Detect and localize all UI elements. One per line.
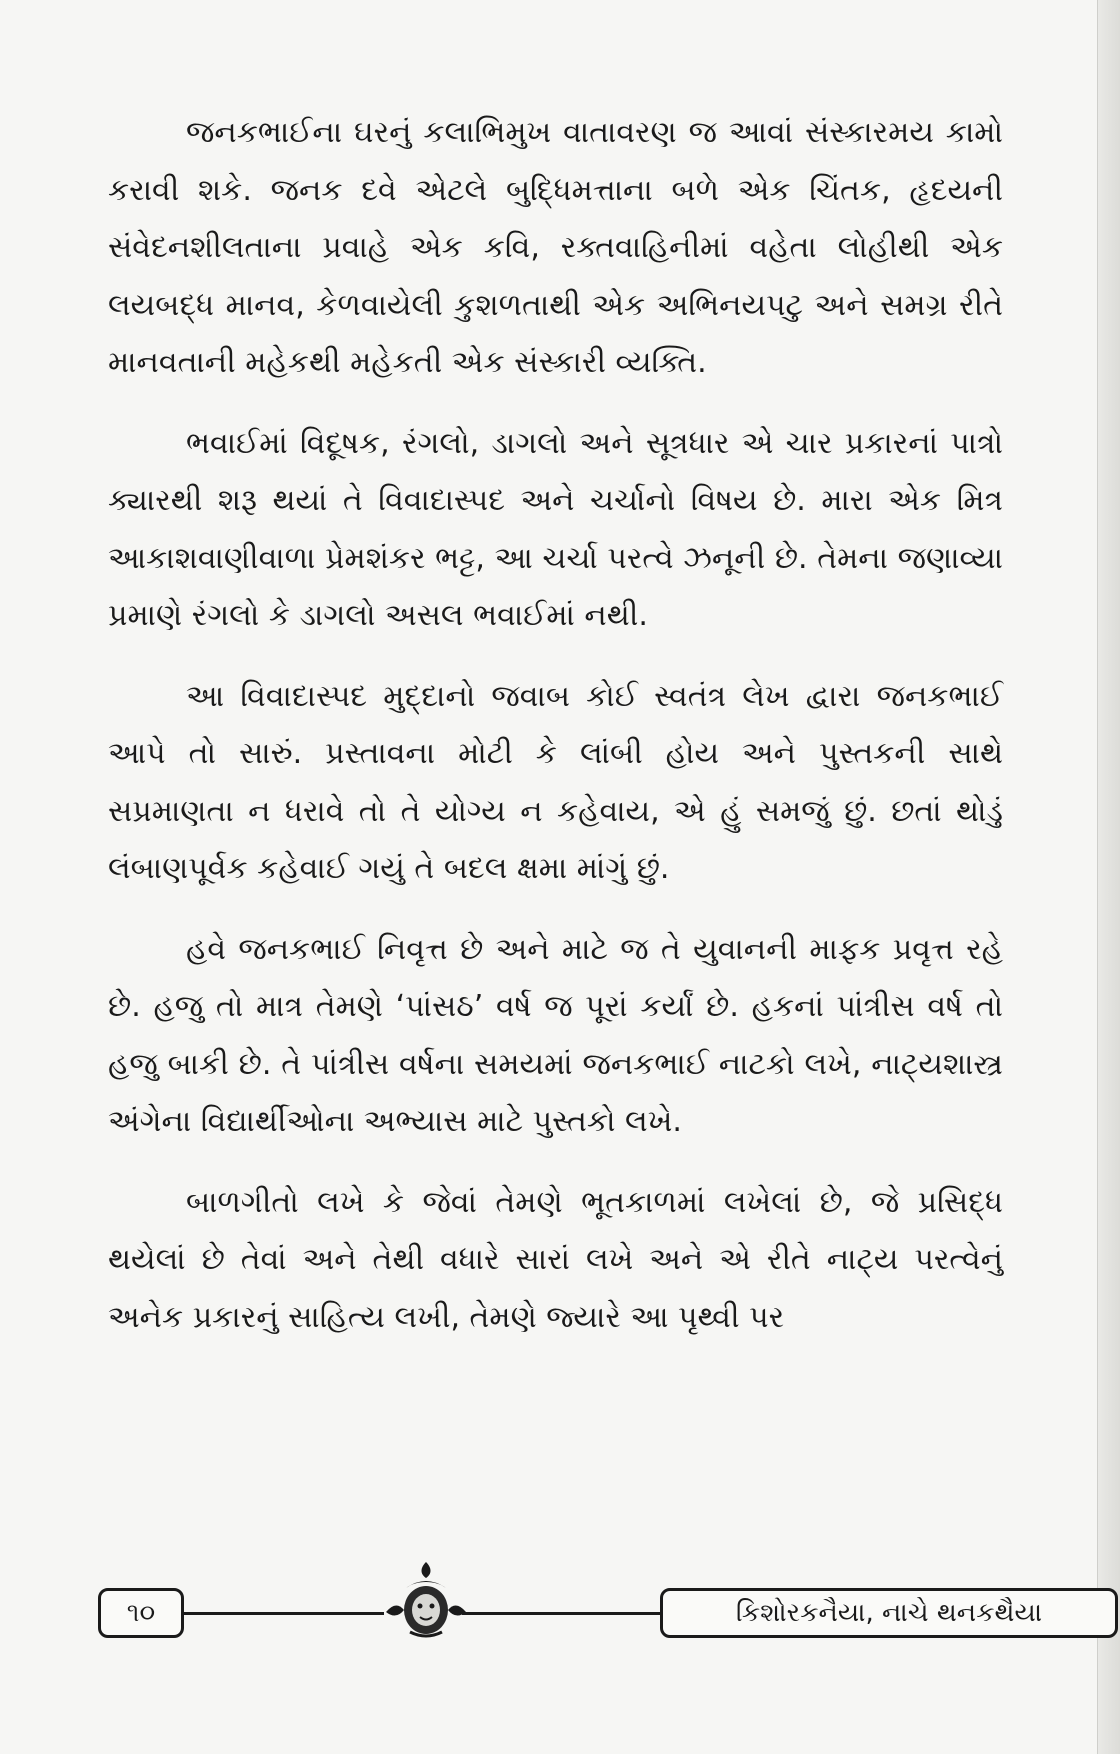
footer-rule-left [184, 1612, 384, 1615]
page-number-text: ૧૦ [126, 1597, 156, 1628]
krishna-ornament-icon [376, 1560, 476, 1640]
paragraph: જનકભાઈના ઘરનું કલાભિમુખ વાતાવરણ જ આવાં સંસ્કારમય કામો કરાવી શકે. જનક દવે એટલે બુદ્ધિમત્તાના બળે એક ચિંતક, હૃદયની સંવેદનશીલતાના પ્રવાહે એક કવિ, રક્તવાહિનીમાં વહેતા લોહીથી એક લયબદ્ધ માનવ, કેળવાયેલી કુશળતાથી એક અભિનયપટુ અને સમગ્ર રીતે માનવતાની મહેકથી મહેકતી એક સંસ્કારી વ્યક્તિ. [108, 115, 1003, 380]
paragraph: હવે જનકભાઈ નિવૃત્ત છે અને માટે જ તે યુવાનની માફક પ્રવૃત્ત રહે છે. હજુ તો માત્ર તેમણે ‘પાંસઠ’ વર્ષ જ પૂરાં કર્યાં છે. હકનાં પાંત્રીસ વર્ષ તો હજુ બાકી છે. તે પાંત્રીસ વર્ષના સમયમાં જનકભાઈ નાટકો લખે, નાટ્યશાસ્ત્ર અંગેના વિદ્યાર્થીઓના અભ્યાસ માટે પુસ્તકો લખે. [108, 931, 1003, 1139]
book-title-text: કિશોરકનૈયા, નાચે થનકથૈયા [735, 1597, 1043, 1628]
page-footer [98, 1588, 1043, 1640]
paragraph: બાળગીતો લખે કે જેવાં તેમણે ભૂતકાળમાં લખેલાં છે, જે પ્રસિદ્ધ થયેલાં છે તેવાં અને તેથી વધારે સારાં લખે અને એ રીતે નાટ્ય પરત્વેનું અનેક પ્રકારનું સાહિત્ય લખી, તેમણે જ્યારે આ પૃથ્વી પર [108, 1184, 1003, 1335]
page-edge [1097, 0, 1120, 1754]
book-title [660, 1588, 1118, 1638]
body-text [108, 104, 1003, 1346]
paragraph: આ વિવાદાસ્પદ મુદ્દાનો જવાબ કોઈ સ્વતંત્ર લેખ દ્વારા જનકભાઈ આપે તો સારું. પ્રસ્તાવના મોટી કે લાંબી હોય અને પુસ્તકની સાથે સપ્રમાણતા ન ધરાવે તો તે યોગ્ય ન કહેવાય, એ હું સમજું છું. છતાં થોડું લંબાણપૂર્વક કહેવાઈ ગયું તે બદલ ક્ષમા માંગું છું. [108, 678, 1003, 886]
footer-rule-right [462, 1612, 662, 1615]
page-number [98, 1588, 184, 1638]
paragraph: ભવાઈમાં વિદૂષક, રંગલો, ડાગલો અને સૂત્રધાર એ ચાર પ્રકારનાં પાત્રો ક્યારથી શરૂ થયાં તે વિવાદાસ્પદ અને ચર્ચાનો વિષય છે. મારા એક મિત્ર આકાશવાણીવાળા પ્રેમશંકર ભટ્ટ, આ ચર્ચા પરત્વે ઝનૂની છે. તેમના જણાવ્યા પ્રમાણે રંગલો કે ડાગલો અસલ ભવાઈમાં નથી. [108, 425, 1003, 633]
